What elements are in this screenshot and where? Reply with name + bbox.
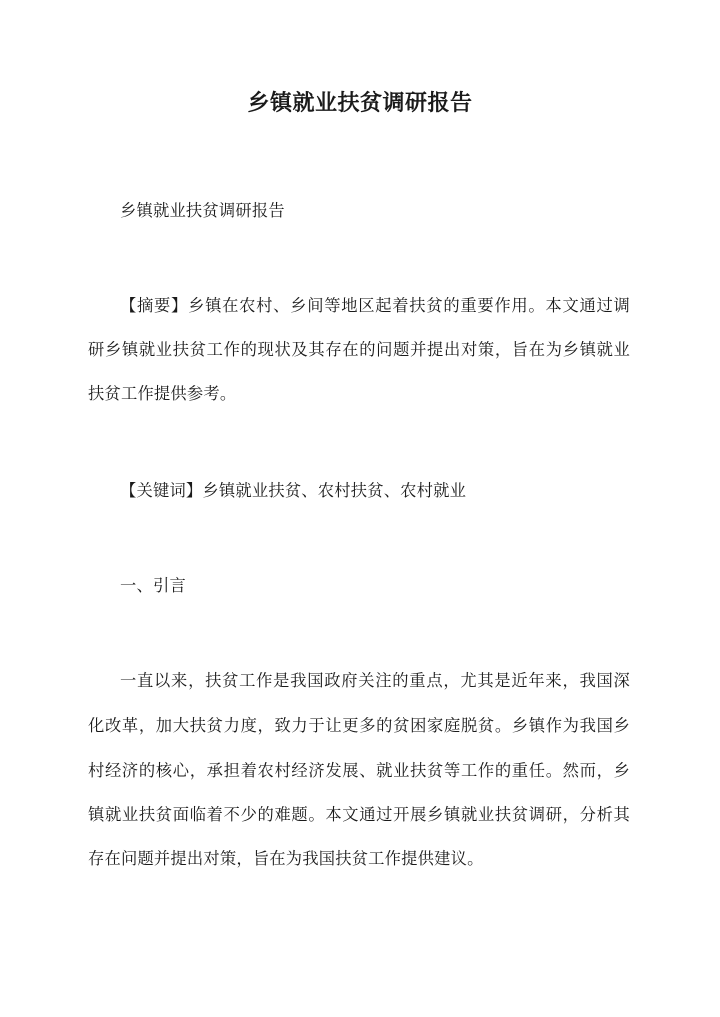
intro-line: 化改革，加大扶贫力度，致力于让更多的贫困家庭脱贫。乡镇作为我国乡 <box>88 716 630 735</box>
intro-line: 村经济的核心，承担着农村经济发展、就业扶贫等工作的重任。然而，乡 <box>88 761 630 780</box>
intro-line: 镇就业扶贫面临着不少的难题。本文通过开展乡镇就业扶贫调研，分析其 <box>88 805 630 824</box>
document-subtitle: 乡镇就业扶贫调研报告 <box>120 201 285 220</box>
keywords-line: 【关键词】乡镇就业扶贫、农村扶贫、农村就业 <box>120 481 467 500</box>
intro-line: 一直以来，扶贫工作是我国政府关注的重点，尤其是近年来，我国深 <box>120 671 630 690</box>
abstract-line: 【摘要】乡镇在农村、乡间等地区起着扶贫的重要作用。本文通过调 <box>120 296 630 315</box>
document-title: 乡镇就业扶贫调研报告 <box>247 90 473 116</box>
intro-line: 存在问题并提出对策，旨在为我国扶贫工作提供建议。 <box>88 849 484 868</box>
abstract-line: 研乡镇就业扶贫工作的现状及其存在的问题并提出对策，旨在为乡镇就业 <box>88 340 630 359</box>
abstract-line: 扶贫工作提供参考。 <box>88 384 237 403</box>
section-heading: 一、引言 <box>120 576 186 595</box>
